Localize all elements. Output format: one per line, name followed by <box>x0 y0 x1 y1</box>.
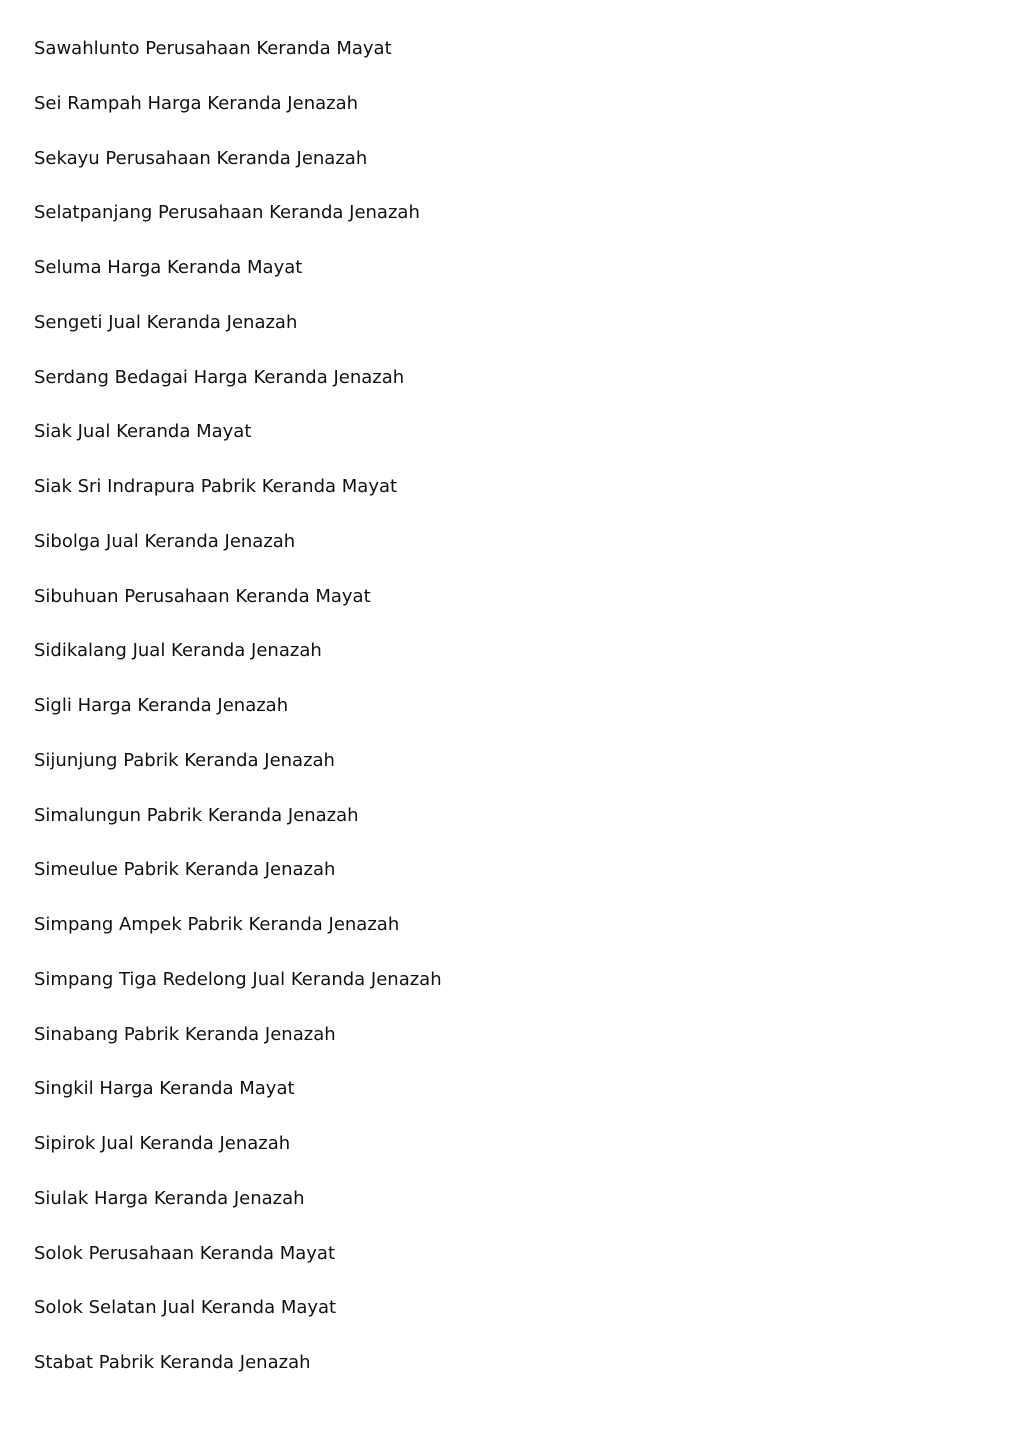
list-item: Sibolga Jual Keranda Jenazah <box>34 530 296 552</box>
list-item: Sei Rampah Harga Keranda Jenazah <box>34 92 359 114</box>
list-item: Solok Selatan Jual Keranda Mayat <box>34 1297 337 1319</box>
list-item: Selatpanjang Perusahaan Keranda Jenazah <box>34 202 420 224</box>
list-item: Seluma Harga Keranda Mayat <box>34 257 303 278</box>
list-item: Simeulue Pabrik Keranda Jenazah <box>34 859 336 881</box>
list-item: Siulak Harga Keranda Jenazah <box>34 1187 305 1209</box>
list-item: Sinabang Pabrik Keranda Jenazah <box>34 1023 336 1045</box>
list-item: Solok Perusahaan Keranda Mayat <box>34 1242 335 1264</box>
list-item: Sibuhuan Perusahaan Keranda Mayat <box>34 585 371 607</box>
list-item: Sekayu Perusahaan Keranda Jenazah <box>34 147 368 169</box>
list-item: Siak Jual Keranda Mayat <box>34 421 252 443</box>
list-item: Sidikalang Jual Keranda Jenazah <box>34 640 322 662</box>
list-item: Simalungun Pabrik Keranda Jenazah <box>34 804 359 826</box>
list-item: Singkil Harga Keranda Mayat <box>34 1078 295 1100</box>
list-item: Sipirok Jual Keranda Jenazah <box>34 1133 291 1154</box>
list-item: Sengeti Jual Keranda Jenazah <box>34 311 298 333</box>
list-item: Simpang Ampek Pabrik Keranda Jenazah <box>34 914 400 935</box>
list-item: Simpang Tiga Redelong Jual Keranda Jenazah <box>34 968 442 990</box>
list-item: Sigli Harga Keranda Jenazah <box>34 695 289 716</box>
list-item: Sijunjung Pabrik Keranda Jenazah <box>34 749 335 771</box>
list-item: Serdang Bedagai Harga Keranda Jenazah <box>34 366 405 388</box>
location-list <box>34 34 442 1403</box>
list-item: Siak Sri Indrapura Pabrik Keranda Mayat <box>34 476 398 497</box>
list-item: Stabat Pabrik Keranda Jenazah <box>34 1352 311 1373</box>
list-item: Sawahlunto Perusahaan Keranda Mayat <box>34 38 392 59</box>
